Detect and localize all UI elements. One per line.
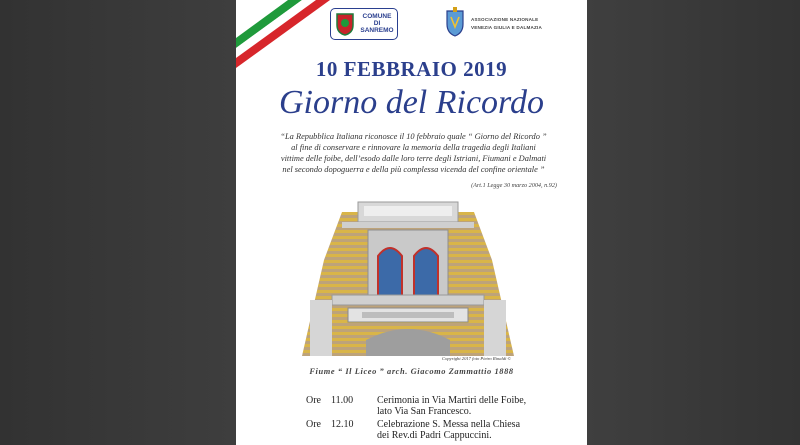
- quote-line: “La Repubblica Italiana riconosce il 10 febbraio quale “ Giorno del Ricordo ”: [280, 132, 547, 141]
- program-description: [377, 419, 586, 441]
- association-line: VENEZIA GIULIA E DALMAZIA: [471, 25, 543, 30]
- event-date: 10 FEBBRAIO 2019: [315, 57, 508, 81]
- photo-credit: Copyright 2017 foto Pietro Rinaldi ©: [442, 356, 512, 361]
- program-line: Celebrazione S. Messa nella Chiesa: [377, 419, 521, 430]
- right-background: [587, 0, 800, 445]
- logo-line: SANREMO: [360, 27, 394, 34]
- association-crest-icon: [444, 7, 466, 37]
- poster-page: [236, 0, 587, 445]
- comune-di-sanremo-logo: [330, 8, 398, 40]
- program-item: [306, 395, 586, 417]
- association-line: ASSOCIAZIONE NAZIONALE: [471, 17, 539, 22]
- logo-line: COMUNE: [362, 13, 392, 20]
- law-quote: [256, 131, 571, 175]
- program-line: lato Via San Francesco.: [377, 406, 472, 417]
- quote-line: nel secondo dopoguerra e della più complessa vicenda del confine orientale ”: [282, 165, 545, 174]
- program-time: 11.00: [331, 395, 354, 406]
- law-citation: (Art.1 Legge 30 marzo 2004, n.92): [471, 182, 557, 189]
- event-title: Giorno del Ricordo: [278, 84, 545, 121]
- program-item: [306, 419, 586, 441]
- left-background: [0, 0, 236, 445]
- building-photo: [302, 200, 514, 356]
- program-label: Ore: [306, 395, 321, 406]
- program-description: [377, 395, 586, 417]
- sanremo-crest-icon: [335, 12, 355, 36]
- logo-line: DI: [373, 20, 381, 27]
- program-line: Cerimonia in Via Martiri delle Foibe,: [377, 395, 527, 406]
- event-program: [306, 395, 586, 443]
- program-time: 12.10: [331, 419, 354, 430]
- program-line: dei Rev.di Padri Cappuccini.: [377, 430, 492, 441]
- photo-caption: Fiume “ Il Liceo ” arch. Giacomo Zammattio 1888: [309, 367, 514, 376]
- program-label: Ore: [306, 419, 321, 430]
- quote-line: vittime delle foibe, dell’esodo dalle loro terre degli Istriani, Fiumani e Dalmati: [280, 154, 547, 163]
- quote-line: al fine di conservare e rinnovare la memoria della tragedia degli Italiani: [291, 143, 536, 152]
- sanremo-logo-text: [357, 13, 397, 34]
- association-text: [471, 16, 581, 32]
